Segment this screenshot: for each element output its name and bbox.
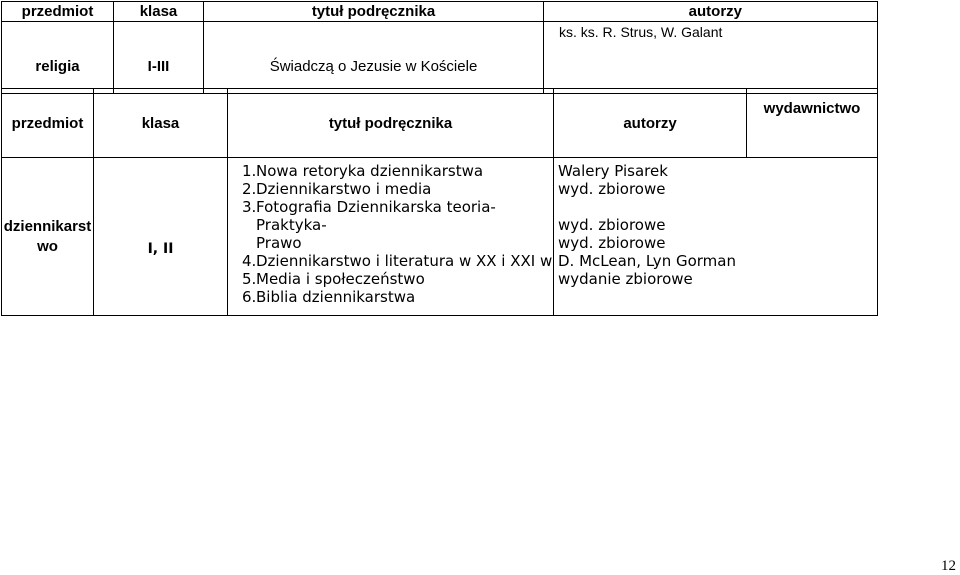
header-publisher: wydawnictwo	[747, 89, 878, 158]
author-line	[554, 198, 877, 216]
cell-title: Świadczą o Jezusie w Kościele	[204, 22, 544, 94]
author-line: wyd. zbiorowe	[558, 234, 666, 252]
religion-textbook-table	[1, 1, 878, 94]
book-title: Dziennikarstwo i media	[256, 180, 432, 198]
book-title: Media i społeczeństwo	[256, 270, 425, 288]
cell-titles	[228, 158, 554, 316]
cell-subject	[2, 158, 94, 316]
list-item: 2. Dziennikarstwo i media	[242, 180, 432, 198]
author-line: Walery Pisarek	[558, 162, 668, 180]
cell-subject: religia	[2, 22, 114, 94]
header-grade: klasa	[94, 89, 228, 158]
author-line: wyd. zbiorowe	[558, 216, 666, 234]
header-title: tytuł podręcznika	[204, 2, 544, 22]
header-subject: przedmiot	[2, 2, 114, 22]
book-title: Dziennikarstwo i literatura w XX i XXI w	[256, 252, 553, 270]
table-header-row	[2, 89, 878, 158]
subject-line-2: wo	[37, 237, 58, 255]
cell-authors	[554, 158, 878, 316]
author-line: wyd. zbiorowe	[558, 180, 666, 198]
list-item: 3. Fotografia Dziennikarska teoria-Praktyka- Prawo	[228, 198, 553, 252]
page-number: 12	[941, 558, 956, 574]
book-title: Biblia dziennikarstwa	[256, 288, 416, 306]
cell-authors: ks. ks. R. Strus, W. Galant	[544, 22, 878, 94]
book-list	[228, 162, 553, 306]
table-row	[2, 158, 878, 316]
book-title: Nowa retoryka dziennikarstwa	[256, 162, 484, 180]
header-grade: klasa	[114, 2, 204, 22]
header-title: tytuł podręcznika	[228, 89, 554, 158]
list-item: 6. Biblia dziennikarstwa	[242, 288, 416, 306]
table-header-row	[2, 2, 878, 22]
author-line: D. McLean, Lyn Gorman	[558, 252, 736, 270]
header-subject: przedmiot	[2, 89, 94, 158]
list-item: 1. Nowa retoryka dziennikarstwa	[242, 162, 484, 180]
list-item: 4. Dziennikarstwo i literatura w XX i XXI w	[242, 252, 553, 270]
list-item: 5. Media i społeczeństwo	[242, 270, 425, 288]
book-title-continued: Prawo	[256, 234, 302, 252]
journalism-textbook-table	[1, 88, 878, 316]
table-row	[2, 22, 878, 94]
author-line: wydanie zbiorowe	[558, 270, 693, 288]
cell-grade: I-III	[114, 22, 204, 94]
cell-grade: I, II	[94, 158, 228, 316]
book-title: Fotografia Dziennikarska teoria-Praktyka-	[256, 198, 496, 234]
header-authors: autorzy	[554, 89, 747, 158]
header-authors: autorzy	[544, 2, 878, 22]
subject-line-1: dziennikarst	[3, 217, 92, 235]
